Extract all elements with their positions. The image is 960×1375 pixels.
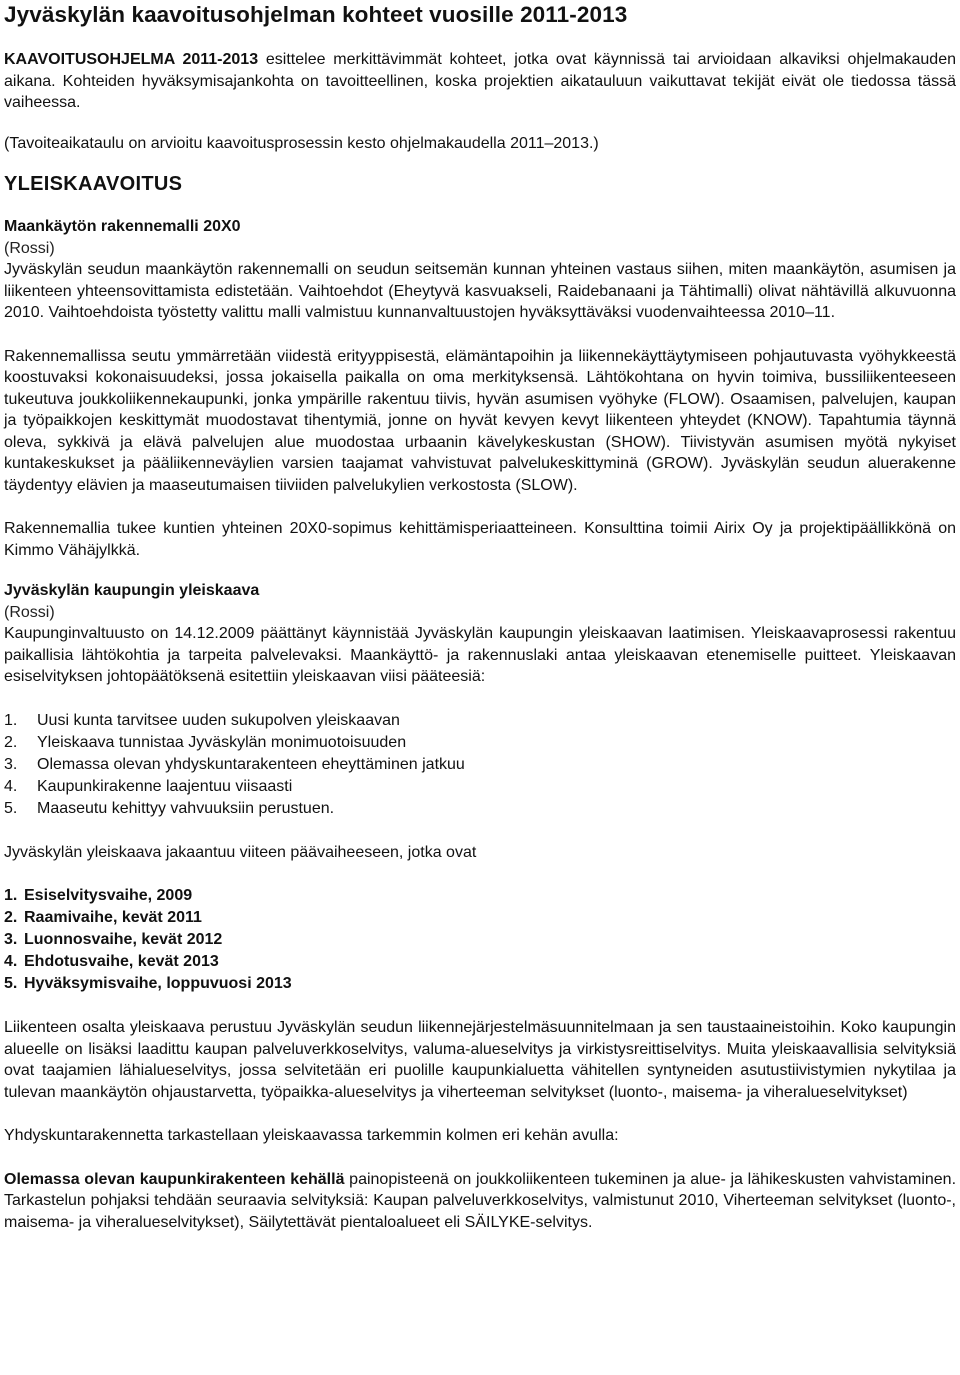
list-item: 3. Olemassa olevan yhdyskuntarakenteen eheyttäminen jatkuu	[4, 755, 465, 773]
intro-lead: KAAVOITUSOHJELMA 2011-2013	[4, 51, 259, 68]
section-heading: YLEISKAAVOITUS	[4, 173, 183, 195]
list-item: 4. Kaupunkirakenne laajentuu viisaasti	[4, 777, 293, 795]
ring-lead: Olemassa olevan kaupunkirakenteen kehällä	[4, 1170, 345, 1188]
master-plan-paragraph-1: Kaupunginvaltuusto on 14.12.2009 päättänyt käynnistää Jyväskylän kaupungin yleiskaavan laatimisen. Yleiskaavaprosessi rakentuu paikallisia lähtökohtia ja tarpeita palvelevaksi. Maankäyttö- ja rakennuslaki antaa yleiskaavan etenemiselle puitteet. Yleiskaavan esiselvityksen johtopäätöksenä esitettiin yleiskaavan viisi pääteesiä:	[4, 625, 956, 685]
master-plan-heading: Jyväskylän kaupungin yleiskaava	[4, 582, 260, 599]
master-plan-responsible: (Rossi)	[4, 603, 55, 621]
intro-paragraph	[4, 49, 956, 114]
schedule-note: (Tavoiteaikataulu on arvioitu kaavoitusprosessin kesto ohjelmakaudella 2011–2013.)	[4, 134, 599, 152]
list-item: 1. Esiselvitysvaihe, 2009	[4, 887, 193, 904]
model-heading: Maankäytön rakennemalli 20X0	[4, 218, 241, 235]
list-item: 2. Yleiskaava tunnistaa Jyväskylän monimuotoisuuden	[4, 733, 407, 751]
ring-text: painopisteenä on joukkoliikenteen tukeminen ja alue- ja lähikeskusten vahvistaminen. Tarkastelun pohjaksi tehdään seuraavia selvityksiä: Kaupan palveluverkkoselvitys, valmistunut 2010, Viherteeman selvitykset (luonto-, maisema- ja viheralueselvitykset), Säilytettävät pientaloalueet eli SÄILYKE-selvitys.	[4, 1170, 957, 1231]
master-plan-paragraph-4	[4, 1169, 956, 1234]
theses-list	[4, 710, 956, 820]
list-item: 5. Hyväksymisvaihe, loppuvuosi 2013	[4, 975, 292, 992]
list-item: 3. Luonnosvaihe, kevät 2012	[4, 931, 223, 948]
list-item: 4. Ehdotusvaihe, kevät 2013	[4, 953, 219, 970]
list-item: 2. Raamivaihe, kevät 2011	[4, 909, 202, 926]
model-paragraph-1: Jyväskylän seudun maankäytön rakennemalli on seudun seitsemän kunnan yhteinen vastaus siihen, miten maankäytön, asumisen ja liikenteen yhteensovittamista edistetään. Vaihtoehdot (Eheytyvä kasvuakseli, Raidebanaani ja Tähtimalli) olivat nähtävillä alkuvuonna 2010. Vaihtoehdoista työstetty valittu malli valmistuu kunnanvaltuustojen hyväksyttäväksi vuodenvaihteessa 2010–11.	[4, 261, 956, 321]
model-paragraph-2: Rakennemallissa seutu ymmärretään viidestä erityyppisestä, elämäntapoihin ja liikennekäyttäytymiseen pohjautuvasta vyöhykkeestä koostuvaksi kokonaisuudeksi, jossa jokaisella paikalla on oma merkityksensä. Lähtökohtana on hyvin toimiva, bussiliikenteeseen tukeutuva joukkoliikennekaupunki, jonka ympärille rakentuu tiivis, hyvän asumisen vyöhyke (FLOW). Osaamisen, palvelujen, kaupan ja työpaikkojen keskittymät muodostavat tihentymiä, jonne on hyvät kevyen kevyt liikenteen yhteydet (KNOW). Tapahtumia täynnä oleva, sykkivä ja elävä palvelujen alue muodostaa urbaanin kävelykeskustan (SHOW). Tiivistyvän asumisen myötä nykyiset kuntakeskukset ja pääliikenneväylien varsien taajamat vahvistuvat palvelukeskittyminä (GROW). Jyväskylän seudun aluerakenne täydentyy elävien ja maaseutumaisen tiiviiden palvelukylien verkostosta (SLOW).	[4, 347, 956, 494]
master-plan-paragraph-3: Yhdyskuntarakennetta tarkastellaan yleiskaavassa tarkemmin kolmen eri kehän avulla:	[4, 1127, 619, 1144]
model-paragraph-3: Rakennemallia tukee kuntien yhteinen 20X0-sopimus kehittämisperiaatteineen. Konsulttina toimii Airix Oy ja projektipäällikkönä on Kimmo Vähäjylkkä.	[4, 520, 956, 559]
model-responsible: (Rossi)	[4, 239, 55, 257]
phases-list	[4, 885, 956, 995]
page-title: Jyväskylän kaavoitusohjelman kohteet vuosille 2011-2013	[4, 2, 628, 27]
list-item: 5. Maaseutu kehittyy vahvuuksiin perustuen.	[4, 799, 335, 817]
list-item: 1. Uusi kunta tarvitsee uuden sukupolven yleiskaavan	[4, 711, 400, 729]
phases-intro: Jyväskylän yleiskaava jakaantuu viiteen päävaiheeseen, jotka ovat	[4, 843, 477, 861]
master-plan-paragraph-2: Liikenteen osalta yleiskaava perustuu Jyväskylän seudun liikennejärjestelmäsuunnitelmaan ja sen taustaaineistoihin. Koko kaupungin alueelle on lisäksi laadittu kaupan palveluverkkoselvitys, valuma-alueselvitys ja virkistysreittiselvitys. Muita yleiskaavallisia selvityksiä ovat taajamien lähialueselvitys, jossa selvitetään eri puolille kaupunkialuetta vähitellen syntyneiden asutustiivistymien nykytilaa ja tulevan maankäytön ohjaustarvetta, työpaikka-alueselvitys ja viherteeman selvitykset (luonto-, maisema- ja viheralueselvitykset)	[4, 1019, 956, 1101]
intro-text: esittelee merkittävimmät kohteet, jotka ovat käynnissä tai arvioidaan alkaviksi ohjelmakauden aikana. Kohteiden hyväksymisajankohta on tavoitteellinen, koska projektien aikatauluun vaikuttavat tekijät eivät ole tiedossa tässä vaiheessa.	[4, 51, 957, 111]
